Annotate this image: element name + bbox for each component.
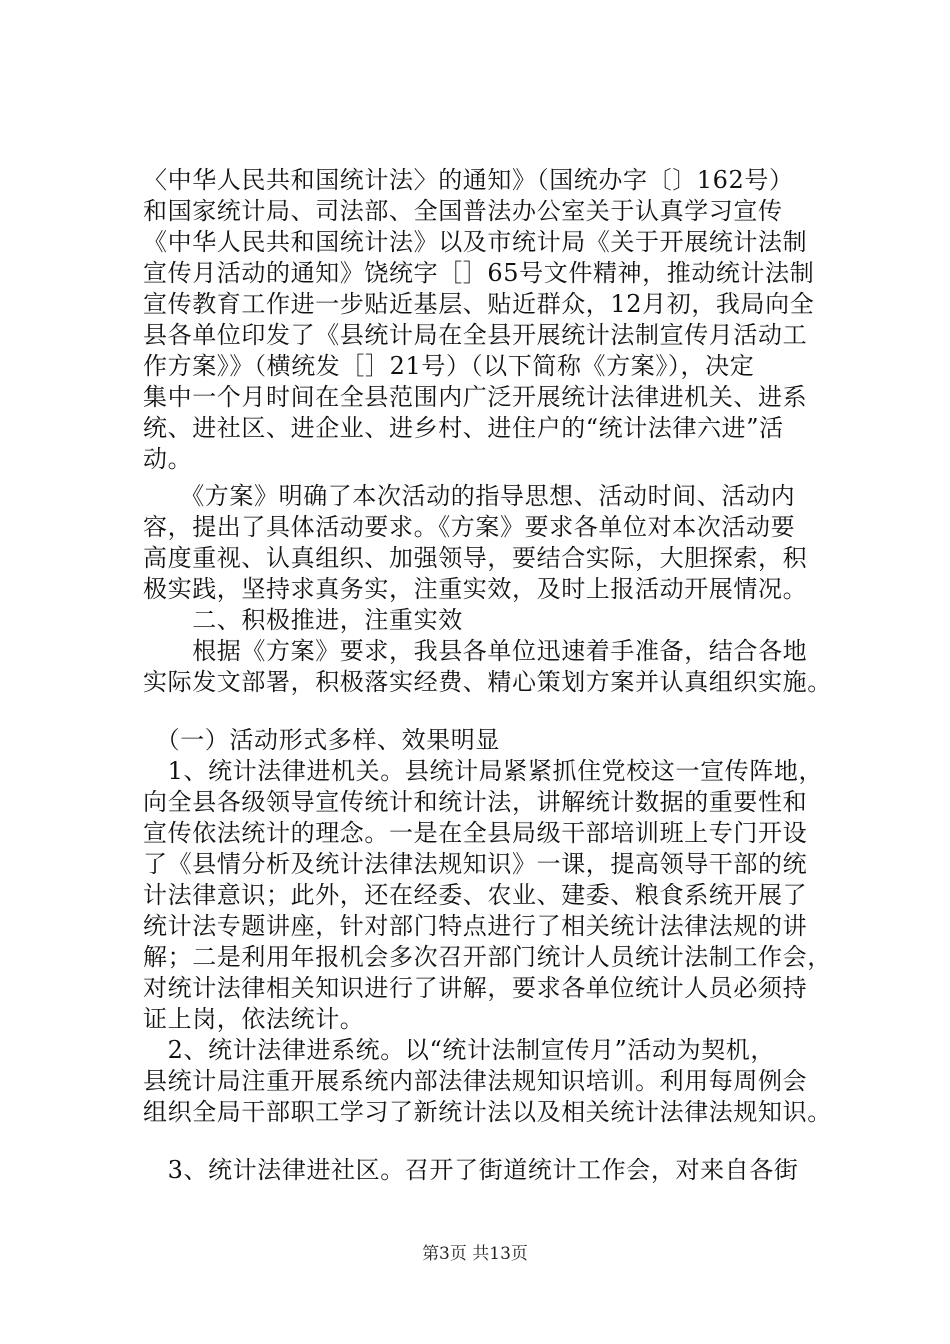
paragraph-gap — [143, 698, 843, 725]
text-line: 了《县情分析及统计法律法规知识》一课，提高领导干部的统 — [143, 850, 808, 878]
text-line: 宣传教育工作进一步贴近基层、贴近群众，12月初，我局向全 — [143, 290, 815, 318]
text-line: 统计法专题讲座，针对部门特点进行了相关统计法律法规的讲 — [143, 912, 808, 940]
text-line: 宣传月活动的通知》饶统字［］65号文件精神，推动统计法制 — [143, 259, 815, 287]
text-line: 集中一个月时间在全县范围内广泛开展统计法律进机关、进系 — [143, 383, 808, 411]
text-line: 统、进社区、进企业、进乡村、进住户的“统计法律六进”活 — [143, 414, 784, 442]
text-line: 根据《方案》要求，我县各单位迅速着手准备，结合各地 — [143, 637, 808, 665]
text-line: 《方案》明确了本次活动的指导思想、活动时间、活动内 — [143, 482, 796, 510]
text-line: 3、统计法律进社区。召开了街道统计工作会，对来自各街 — [143, 1156, 799, 1184]
text-line: 县统计局注重开展系统内部法律法规知识培训。利用每周例会 — [143, 1067, 808, 1095]
text-line: 对统计法律相关知识进行了讲解，要求各单位统计人员必须持 — [143, 974, 808, 1002]
text-line: 高度重视、认真组织、加强领导，要结合实际，大胆探索，积 — [143, 544, 808, 572]
section-heading: 二、积极推进，注重实效 — [143, 606, 463, 634]
text-line: 组织全局干部职工学习了新统计法以及相关统计法律法规知识。 — [143, 1098, 832, 1126]
text-line: 解；二是利用年报机会多次召开部门统计人员统计法制工作会， — [143, 943, 832, 971]
paragraph-gap — [143, 1128, 843, 1155]
text-line: 县各单位印发了《县统计局在全县开展统计法制宣传月活动工 — [143, 321, 808, 349]
text-line: 1、统计法律进机关。县统计局紧紧抓住党校这一宣传阵地， — [143, 757, 824, 785]
page-number-footer: 第3页 共13页 — [422, 1244, 528, 1264]
text-line: 向全县各级领导宣传统计和统计法，讲解统计数据的重要性和 — [143, 788, 808, 816]
text-line: 极实践，坚持求真务实，注重实效，及时上报活动开展情况。 — [143, 575, 808, 603]
text-line: 宣传依法统计的理念。一是在全县局级干部培训班上专门开设 — [143, 819, 808, 847]
text-line: 动。 — [143, 445, 193, 473]
text-line: 容，提出了具体活动要求。《方案》要求各单位对本次活动要 — [143, 513, 796, 541]
text-line: 2、统计法律进系统。以“统计法制宣传月”活动为契机， — [143, 1036, 776, 1064]
text-line: 《中华人民共和国统计法》以及市统计局《关于开展统计法制 — [143, 228, 808, 256]
text-line: 计法律意识；此外，还在经委、农业、建委、粮食系统开展了 — [143, 881, 808, 909]
text-line: 和国家统计局、司法部、全国普法办公室关于认真学习宣传 — [143, 197, 783, 225]
document-body — [143, 165, 843, 1186]
text-line: 实际发文部署，积极落实经费、精心策划方案并认真组织实施。 — [143, 668, 832, 696]
text-line: 〈中华人民共和国统计法〉的通知》（国统办字〔〕162号） — [143, 166, 794, 194]
subsection-heading: （一）活动形式多样、效果明显 — [143, 726, 500, 754]
text-line: 作方案》》（横统发［］21号）（以下简称《方案》），决定 — [143, 352, 755, 380]
text-line: 证上岗，依法统计。 — [143, 1005, 365, 1033]
